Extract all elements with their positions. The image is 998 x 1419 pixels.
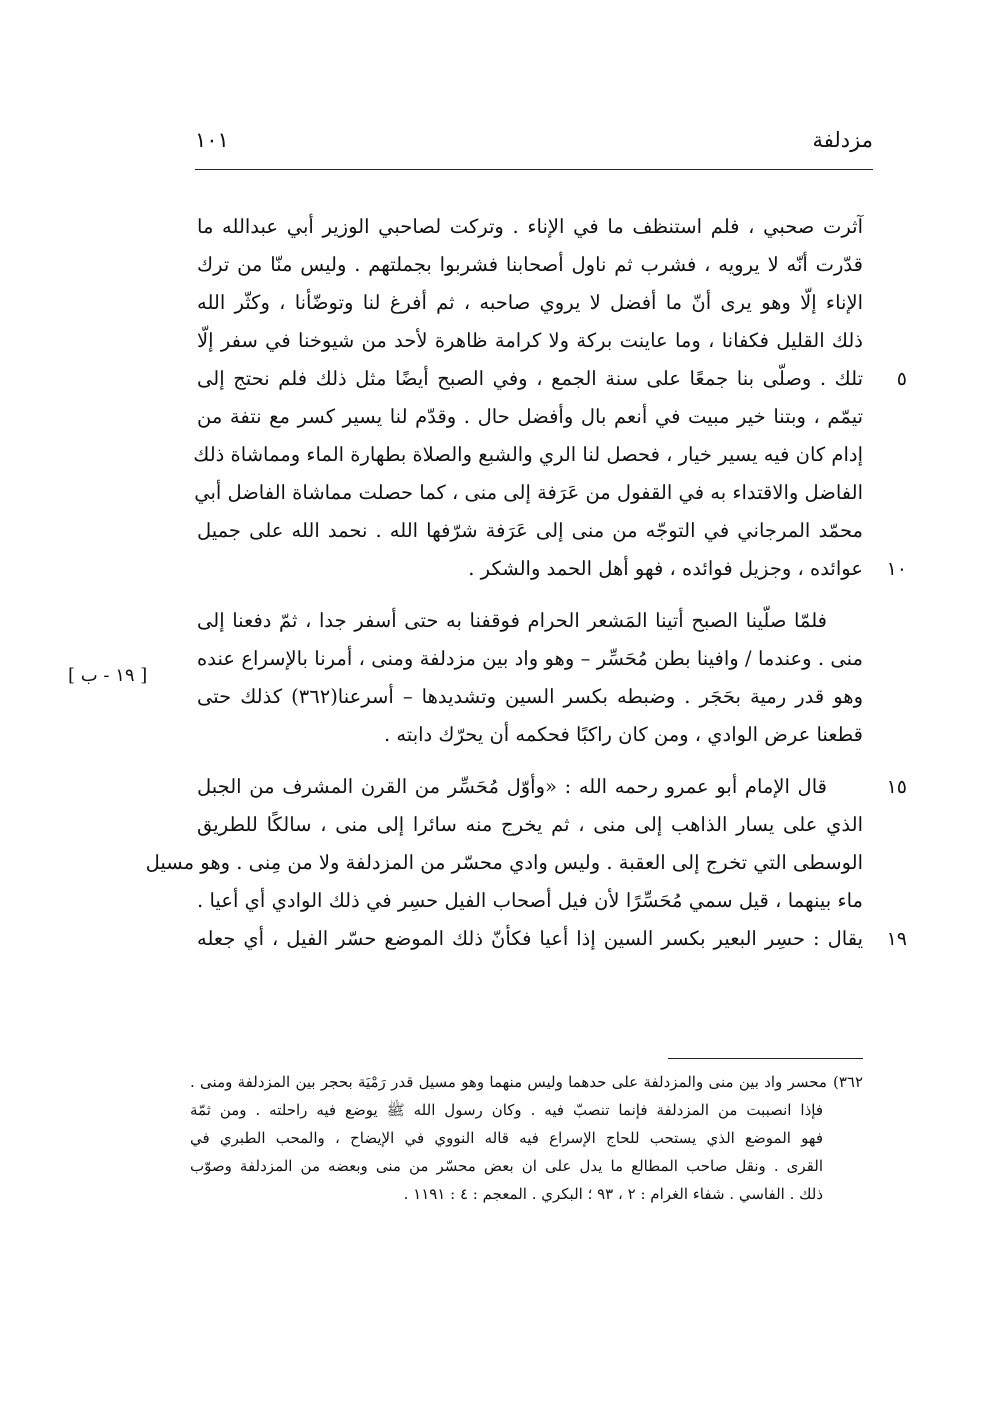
footnote-line: ذلك . الفاسي . شفاء الغرام : ٢ ، ٩٣ ؛ البكري . المعجم : ٤ : ١١٩١ .	[403, 1185, 823, 1203]
text-line: منى . وعندما / وافينا بطن مُحَسِّر – وهو واد بين مزدلفة ومنى ، أمرنا بالإسراع عنده	[197, 647, 863, 670]
footnote-line: ٣٦٢)محسر واد بين منى والمزدلفة على حدهما وليس منهما وهو مسيل قدر رَمْيَة بحجر بين المزدلفة ومنى .	[190, 1073, 863, 1091]
text-line: الوسطى التي تخرج إلى العقبة . وليس وادي محسّر من المزدلفة ولا من مِنى . وهو مسيل	[145, 851, 863, 874]
line-number: ١٥	[886, 776, 907, 798]
text-line: الذي على يسار الذاهب إلى منى ، ثم يخرج منه سائرا إلى منى ، سالكًا للطريق	[197, 813, 863, 836]
text-line: قال الإمام أبو عمرو رحمه الله : «وأوّل مُحَسِّر من القرن المشرف من الجبل ١٥	[197, 768, 863, 806]
text-line: قطعنا عرض الوادي ، ومن كان راكبًا فحكمه أن يحرّك دابته .	[383, 723, 863, 746]
line-number: ٥	[896, 368, 907, 390]
text-line: ماء بينهما ، قيل سمي مُحَسِّرًا لأن فيل أصحاب الفيل حسِر في ذلك الوادي أي أعيا .	[197, 889, 863, 912]
text-line: محمّد المرجاني في التوجّه من منى إلى عَرَفة شرّفها الله . نحمد الله على جميل	[197, 519, 863, 542]
running-title: مزدلفة	[812, 128, 873, 152]
body-text	[145, 208, 907, 958]
footnote-line: فهو الموضع الذي يستحب للحاج الإسراع فيه قاله النووي في الإيضاح ، والمحب الطبري في	[190, 1129, 823, 1147]
text-line: آثرت صحبي ، فلم استنظف ما في الإناء . وتركت لصاحبي الوزير أبي عبدالله ما	[197, 215, 863, 238]
text-line: إدام كان فيه يسير خيار ، فحصل لنا الري والشبع والصلاة بطهارة الماء ومماشاة ذلك	[193, 443, 863, 466]
text-line: فلمّا صلّينا الصبح أتينا المَشعر الحرام فوقفنا به حتى أسفر جدا ، ثمّ دفعنا إلى	[197, 609, 827, 632]
footnotes	[190, 1068, 863, 1208]
footnote-marker: ٣٦٢)	[832, 1073, 863, 1091]
page-number: ١٠١	[195, 128, 229, 152]
text-line: الإناء إلّا وهو يرى أنّ ما أفضل لا يروي صاحبه ، ثم أفرغ لنا وتوضّأنا ، وكثّر الله	[197, 291, 863, 314]
manuscript-folio-note: [ ١٩ - ب ]	[68, 665, 148, 686]
text-line: يقال : حسِر البعير بكسر السين إذا أعيا فكأنّ ذلك الموضع حسّر الفيل ، أي جعله ١٩	[197, 920, 863, 958]
paragraph	[197, 602, 863, 754]
text-line: قدّرت أنّه لا يرويه ، فشرب ثم ناول أصحابنا فشربوا بجملتهم . وليس منّا من ترك	[197, 253, 863, 276]
page-header	[195, 122, 873, 170]
text-line: ذلك القليل فكفانا ، وما عاينت بركة ولا كرامة ظاهرة لأحد من شيوخنا في سفر إلّا	[197, 329, 863, 352]
paragraph	[145, 768, 907, 958]
text-line: وهو قدر رمية بحَجَر . وضبطه بكسر السين وتشديدها – أسرعنا(٣٦٢) كذلك حتى	[197, 685, 863, 708]
footnote-line: القرى . ونقل صاحب المطالع ما يدل على ان بعض محسّر من منى وبعضه من المزدلفة وصوّب	[190, 1157, 823, 1175]
text-line: عوائده ، وجزيل فوائده ، فهو أهل الحمد والشكر . ١٠	[197, 550, 863, 588]
text-line: تلك . وصلّى بنا جمعًا على سنة الجمع ، وفي الصبح أيضًا مثل ذلك فلم نحتج إلى ٥	[197, 360, 863, 398]
paragraph	[193, 208, 907, 588]
footnote-line: فإذا انصببت من المزدلفة فإنما تنصبّ فيه . وكان رسول الله ﷺ يوضع فيه راحلته . ومن ثمّة	[190, 1101, 823, 1119]
footnote-rule	[668, 1058, 863, 1059]
line-number: ١٩	[886, 928, 907, 950]
header-rule	[195, 169, 873, 170]
text-line: تيمّم ، وبتنا خير مبيت في أنعم بال وأفضل حال . وقدّم لنا يسير كسر مع نتفة من	[197, 405, 863, 428]
line-number: ١٠	[886, 558, 907, 580]
text-line: الفاضل والاقتداء به في القفول من عَرَفة إلى منى ، كما حصلت مماشاة الفاضل أبي	[194, 481, 863, 504]
